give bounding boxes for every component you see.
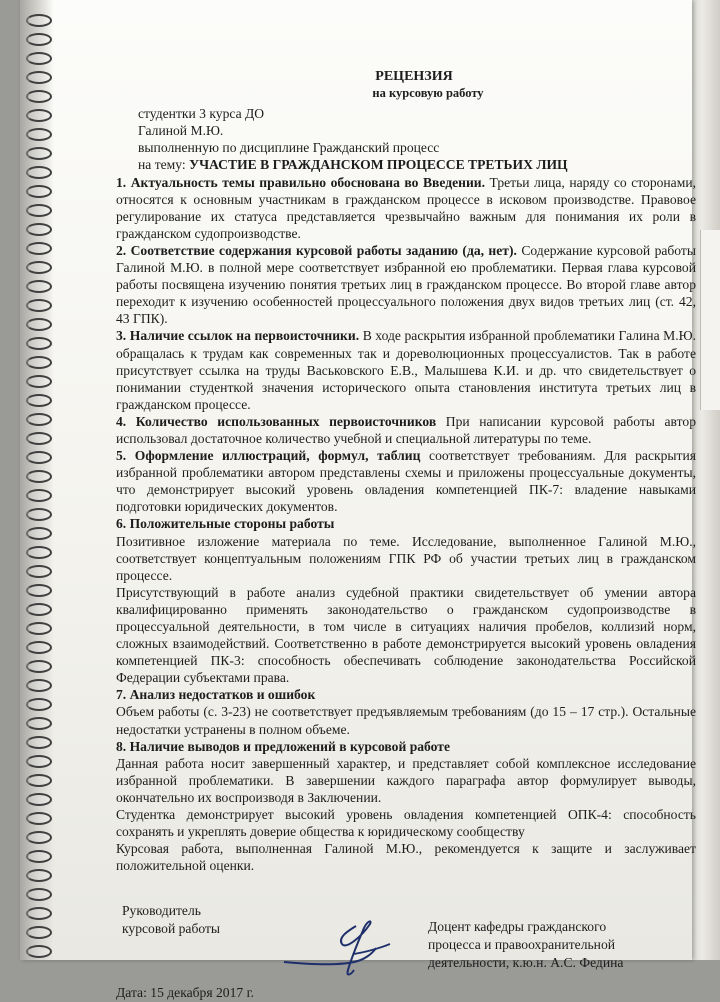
binding-coil bbox=[26, 622, 52, 635]
binding-coil bbox=[26, 318, 52, 331]
binding-coil bbox=[26, 242, 52, 255]
binding-coil bbox=[26, 489, 52, 502]
review-date: Дата: 15 декабря 2017 г. bbox=[116, 985, 255, 1001]
binding-coil bbox=[26, 565, 52, 578]
binding-coil bbox=[26, 584, 52, 597]
signature-block bbox=[116, 888, 696, 1001]
binding-coil bbox=[26, 413, 52, 426]
section-6-heading: 6. Положительные стороны работы bbox=[116, 516, 335, 532]
spiral-binding bbox=[26, 0, 52, 960]
binding-coil bbox=[26, 603, 52, 616]
binding-coil bbox=[26, 755, 52, 768]
topic-title: УЧАСТИЕ В ГРАЖДАНСКОМ ПРОЦЕССЕ ТРЕТЬИХ ЛИЦ bbox=[189, 157, 568, 173]
adjacent-paper bbox=[700, 230, 720, 410]
binding-coil bbox=[26, 698, 52, 711]
binding-coil bbox=[26, 926, 52, 939]
binding-coil bbox=[26, 717, 52, 730]
section-4-heading: 4. Количество использованных первоисточников bbox=[116, 413, 437, 429]
section-3-heading: 3. Наличие ссылок на первоисточники. bbox=[116, 328, 360, 344]
supervisor-label bbox=[122, 902, 220, 938]
binding-coil bbox=[26, 527, 52, 540]
binding-coil bbox=[26, 660, 52, 673]
binding-coil bbox=[26, 508, 52, 521]
binding-coil bbox=[26, 546, 52, 559]
binding-coil bbox=[26, 337, 52, 350]
section-6-text-1: Позитивное изложение материала по теме. Исследование, выполненное Галиной М.Ю., соответствует концептуальным положениям ГПК РФ об участии третьих лиц в гражданском процессе. bbox=[116, 533, 696, 583]
section-2 bbox=[116, 242, 696, 327]
binding-coil bbox=[26, 470, 52, 483]
student-course: студентки 3 курса ДО bbox=[138, 106, 265, 122]
section-2-text: Содержание курсовой работы Галиной М.Ю. в полной мере соответствует избранной ею проблематики. Первая глава курсовой работы посвящена изучению понятия третьих лиц в гражданском процессе. Во второй главе автор переходит к изучению особенностей процессуального положения двух видов третьих лиц (ст. 42, 43 ГПК). bbox=[116, 242, 697, 327]
reviewer-line-3: деятельности, к.ю.н. А.С. Федина bbox=[428, 955, 624, 971]
binding-coil bbox=[26, 394, 52, 407]
binding-coil bbox=[26, 261, 52, 274]
section-8 bbox=[116, 738, 696, 755]
reviewer-line-2: процесса и правоохранительной bbox=[428, 937, 616, 953]
binding-coil bbox=[26, 945, 52, 958]
binding-coil bbox=[26, 736, 52, 749]
binding-coil bbox=[26, 793, 52, 806]
binding-coil bbox=[26, 831, 52, 844]
binding-coil bbox=[26, 280, 52, 293]
binding-coil bbox=[26, 451, 52, 464]
document-body bbox=[116, 68, 697, 1001]
binding-coil bbox=[26, 299, 52, 312]
section-6-text-2: Присутствующий в работе анализ судебной практики свидетельствует об умении автора квалифицированно применять законодательство о гражданском судопроизводстве в процессуальной деятельности, в том числе в ситуациях наличия пробелов, коллизий норм, сложных взаимодействий. Соответственно в работе демонстрируется высокий уровень овладения компетенцией ПК-3: способность обеспечивать соблюдение законодательства Российской Федерации субъектами права. bbox=[116, 584, 696, 686]
student-name: Галиной М.Ю. bbox=[138, 123, 224, 139]
section-1-text: Третьи лица, наряду со сторонами, относятся к основным участникам в гражданском процессе в исковом производстве. Правовое регулирование их статуса представляется чрезвычайно важным для понимания их роли в гражданском судопроизводстве. bbox=[116, 174, 696, 241]
binding-coil bbox=[26, 641, 52, 654]
binding-coil bbox=[26, 52, 52, 65]
section-3 bbox=[116, 327, 696, 412]
document-title: РЕЦЕНЗИЯ bbox=[375, 69, 453, 84]
binding-coil bbox=[26, 774, 52, 787]
binding-coil bbox=[26, 71, 52, 84]
binding-coil bbox=[26, 907, 52, 920]
binding-coil bbox=[26, 356, 52, 369]
binding-coil bbox=[26, 109, 52, 122]
binding-coil bbox=[26, 223, 52, 236]
section-4 bbox=[116, 413, 696, 447]
section-8-heading: 8. Наличие выводов и предложений в курсовой работе bbox=[116, 738, 451, 754]
binding-coil bbox=[26, 432, 52, 445]
document-subtitle: на курсовую работу bbox=[372, 86, 484, 101]
section-3-text: В ходе раскрытия избранной проблематики Галина М.Ю. обращалась к трудам как современных так и дореволюционных процессуалистов. Так в работе присутствует ссылка на труды Васьковского Е.В., Малышева К.И. и др. что свидетельствует о понимании студенткой значения исторического опыта становления института третьих лиц в гражданском процессе. bbox=[116, 328, 697, 412]
binding-coil bbox=[26, 375, 52, 388]
binding-coil bbox=[26, 850, 52, 863]
binding-coil bbox=[26, 90, 52, 103]
binding-coil bbox=[26, 185, 52, 198]
section-7-heading: 7. Анализ недостатков и ошибок bbox=[116, 687, 316, 703]
section-5 bbox=[116, 447, 696, 515]
binding-coil bbox=[26, 869, 52, 882]
discipline-line: выполненную по дисциплине Гражданский процесс bbox=[138, 140, 440, 156]
section-8-text-3: Курсовая работа, выполненная Галиной М.Ю., рекомендуется к защите и заслуживает положительной оценки. bbox=[116, 841, 696, 874]
binding-coil bbox=[26, 14, 52, 27]
supervisor-line-1: Руководитель bbox=[122, 903, 201, 919]
binding-coil bbox=[26, 33, 52, 46]
topic-line bbox=[116, 156, 696, 173]
supervisor-line-2: курсовой работы bbox=[122, 921, 221, 937]
binding-coil bbox=[26, 679, 52, 692]
section-1 bbox=[116, 174, 696, 242]
section-2-heading: 2. Соответствие содержания курсовой работы заданию (да, нет). bbox=[116, 242, 517, 258]
section-4-text: При написании курсовой работы автор использовал достаточное количество учебной и специальной литературы по теме. bbox=[116, 413, 696, 446]
section-7 bbox=[116, 686, 696, 703]
binding-coil bbox=[26, 128, 52, 141]
section-7-text: Объем работы (с. 3-23) не соответствует предъявляемым требованиям (до 15 – 17 стр.). Остальные недостатки устранены в полном объеме. bbox=[116, 704, 696, 737]
section-6 bbox=[116, 515, 696, 532]
section-8-text-1: Данная работа носит завершенный характер, и представляет собой комплексное исследование избранной проблематики. В завершении каждого параграфа автор формулирует выводы, окончательно их воспроизводя в Заключении. bbox=[116, 755, 696, 805]
topic-prefix: на тему: bbox=[138, 157, 186, 173]
section-1-heading: 1. Актуальность темы правильно обоснована во Введении. bbox=[116, 174, 486, 190]
binding-coil bbox=[26, 166, 52, 179]
reviewer-line-1: Доцент кафедры гражданского bbox=[428, 919, 607, 935]
section-8-text-2: Студентка демонстрирует высокий уровень овладения компетенцией ОПК-4: способность сохранять и укреплять доверие общества к юридическому сообществу bbox=[116, 807, 696, 840]
section-5-text: соответствует требованиям. Для раскрытия избранной проблематики автором представлены схемы и приложены процессуальные документы, что демонстрирует высокий уровень овладения компетенцией ПК-7: владение навыками подготовки юридических документов. bbox=[116, 448, 696, 515]
handwritten-signature bbox=[276, 914, 426, 984]
binding-coil bbox=[26, 888, 52, 901]
reviewer-info bbox=[428, 918, 623, 972]
review-page bbox=[20, 0, 697, 1001]
binding-coil bbox=[26, 204, 52, 217]
binding-coil bbox=[26, 812, 52, 825]
binding-coil bbox=[26, 147, 52, 160]
section-5-heading: 5. Оформление иллюстраций, формул, таблиц bbox=[116, 448, 421, 464]
